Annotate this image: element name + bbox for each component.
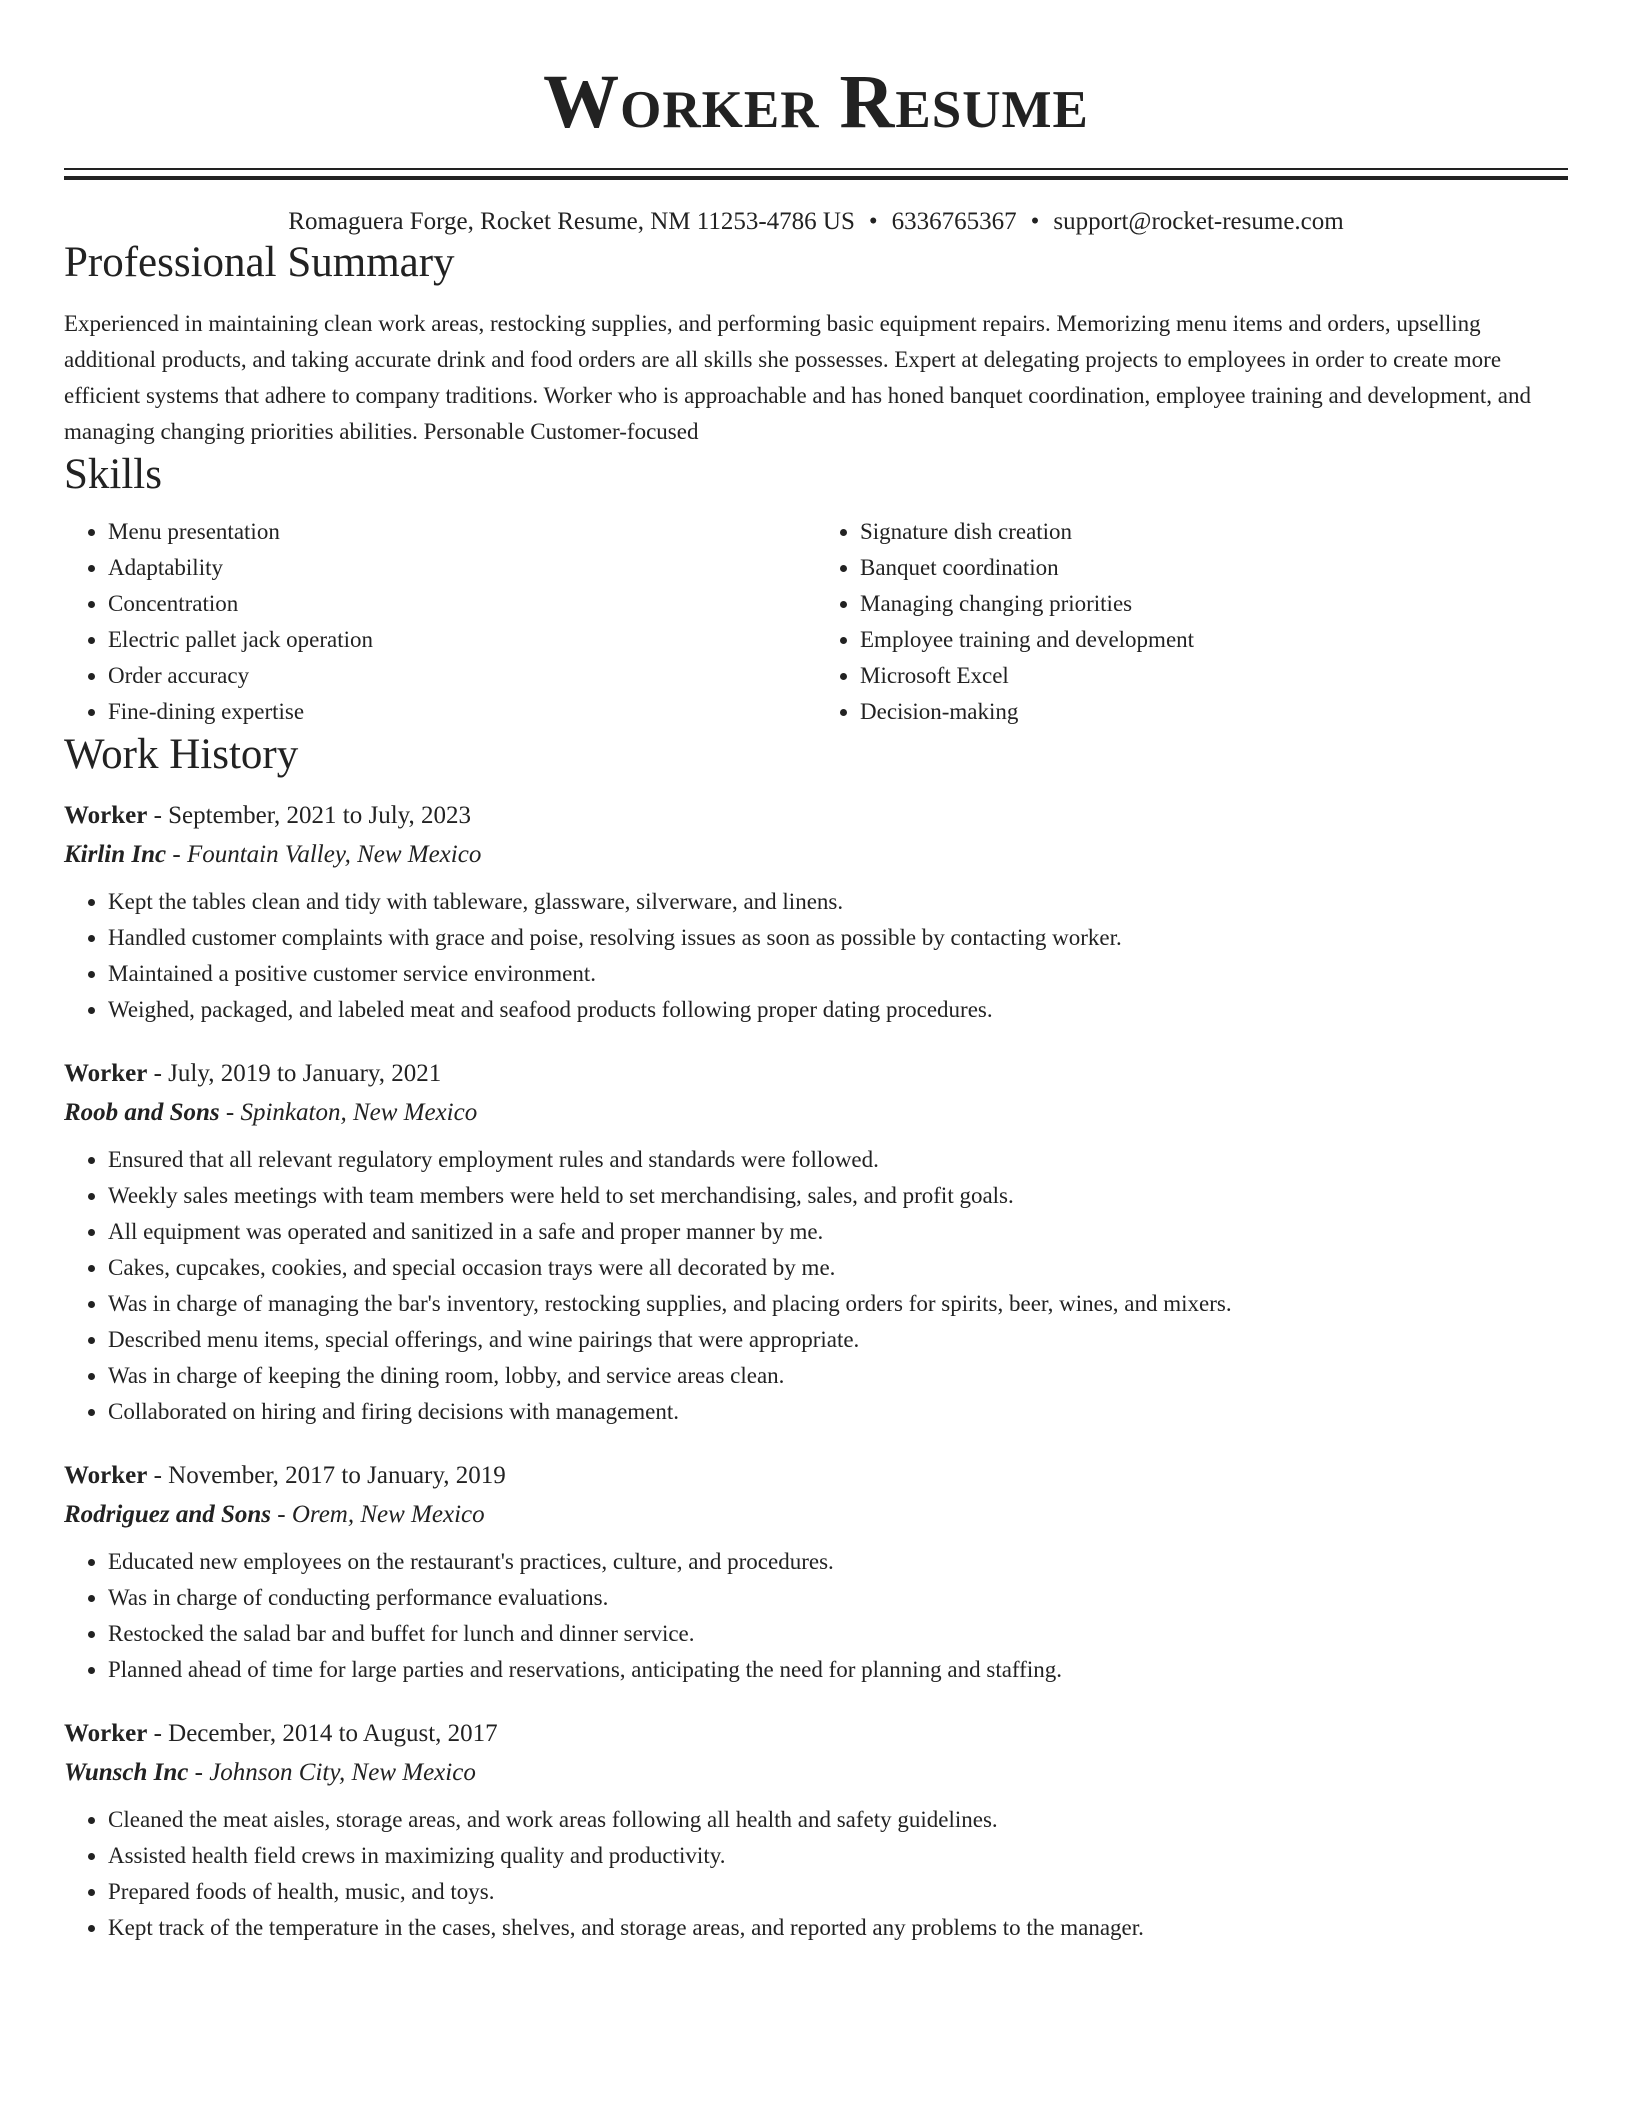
job-company: Wunsch Inc (64, 1759, 189, 1786)
job-company: Kirlin Inc (64, 841, 167, 868)
job-company-line (64, 1496, 1568, 1534)
skill-item: • Signature dish creation (860, 514, 1568, 550)
skill-item: • Fine-dining expertise (108, 694, 816, 730)
skill-item: • Order accuracy (108, 658, 816, 694)
skill-item: • Managing changing priorities (860, 586, 1568, 622)
skills-column-right (816, 514, 1568, 730)
contact-separator: • (868, 208, 878, 235)
job-bullets (64, 884, 1568, 1028)
contact-line (64, 206, 1568, 238)
job-dates: - September, 2021 to July, 2023 (147, 802, 472, 829)
job-location: - Fountain Valley, New Mexico (166, 841, 482, 868)
job-bullet: • Described menu items, special offerings, and wine pairings that were appropriate. (108, 1322, 1568, 1358)
contact-email: support@rocket-resume.com (1053, 208, 1344, 235)
job-title-line (64, 1054, 1568, 1094)
job-bullet: • Maintained a positive customer service environment. (108, 956, 1568, 992)
job-company-line (64, 1754, 1568, 1792)
skill-item: • Concentration (108, 586, 816, 622)
job-bullet: • Weekly sales meetings with team members were held to set merchandising, sales, and profit goals. (108, 1178, 1568, 1214)
title-divider-thin (64, 168, 1568, 170)
job-bullet: • Cakes, cupcakes, cookies, and special occasion trays were all decorated by me. (108, 1250, 1568, 1286)
skill-item: • Microsoft Excel (860, 658, 1568, 694)
resume-page (64, 0, 1568, 1946)
job-entry (64, 796, 1568, 1028)
summary-heading: Professional Summary (64, 239, 455, 286)
job-bullet: • Cleaned the meat aisles, storage areas, and work areas following all health and safety guidelines. (108, 1802, 1568, 1838)
contact-phone: 6336765367 (891, 208, 1017, 235)
job-bullet: • Was in charge of managing the bar's inventory, restocking supplies, and placing orders for spirits, beer, wines, and mixers. (108, 1286, 1568, 1322)
skills-list (64, 514, 1568, 730)
job-bullet: • Weighed, packaged, and labeled meat and seafood products following proper dating procedures. (108, 992, 1568, 1028)
job-company: Roob and Sons (64, 1099, 220, 1126)
skill-item: • Adaptability (108, 550, 816, 586)
resume-title: Worker Resume (543, 60, 1089, 144)
job-location: - Spinkaton, New Mexico (219, 1099, 478, 1126)
job-bullets (64, 1142, 1568, 1430)
job-bullet: • Prepared foods of health, music, and toys. (108, 1874, 1568, 1910)
job-dates: - July, 2019 to January, 2021 (147, 1060, 442, 1087)
summary-text: Experienced in maintaining clean work areas, restocking supplies, and performing basic equipment repairs. Memorizing menu items and orders, upselling additional products, and taking accurate drink and food orders are all skills she possesses. Expert at delegating projects to employees in order to create more efficient systems that adhere to company traditions. Worker who is approachable and has honed banquet coordination, employee training and development, and managing changing priorities abilities. Personable Customer-focused (64, 311, 1531, 444)
job-bullet: • Was in charge of keeping the dining room, lobby, and service areas clean. (108, 1358, 1568, 1394)
job-title-line (64, 1456, 1568, 1496)
job-title: Worker (64, 1060, 148, 1087)
skill-item: • Banquet coordination (860, 550, 1568, 586)
job-company-line (64, 1094, 1568, 1132)
job-location: - Johnson City, New Mexico (188, 1759, 476, 1786)
job-title: Worker (64, 802, 148, 829)
job-dates: - November, 2017 to January, 2019 (147, 1462, 506, 1489)
skills-column-left (64, 514, 816, 730)
job-bullet: • Was in charge of conducting performance evaluations. (108, 1580, 1568, 1616)
job-entry (64, 1714, 1568, 1946)
job-company: Rodriguez and Sons (64, 1501, 272, 1528)
work-history-heading: Work History (64, 731, 299, 778)
skill-item: • Decision-making (860, 694, 1568, 730)
job-bullet: • Kept track of the temperature in the cases, shelves, and storage areas, and reported any problems to the manager. (108, 1910, 1568, 1946)
job-location: - Orem, New Mexico (271, 1501, 485, 1528)
job-bullet: • Kept the tables clean and tidy with tableware, glassware, silverware, and linens. (108, 884, 1568, 920)
job-bullet: • Collaborated on hiring and firing decisions with management. (108, 1394, 1568, 1430)
job-bullet: • Ensured that all relevant regulatory employment rules and standards were followed. (108, 1142, 1568, 1178)
job-bullets (64, 1544, 1568, 1688)
skills-heading: Skills (64, 451, 162, 498)
contact-address: Romaguera Forge, Rocket Resume, NM 11253-4786 US (288, 208, 855, 235)
job-title: Worker (64, 1462, 148, 1489)
job-bullet: • Educated new employees on the restaurant's practices, culture, and procedures. (108, 1544, 1568, 1580)
skill-item: • Electric pallet jack operation (108, 622, 816, 658)
contact-separator: • (1030, 208, 1040, 235)
job-entry (64, 1054, 1568, 1430)
job-bullet: • Assisted health field crews in maximizing quality and productivity. (108, 1838, 1568, 1874)
title-divider-thick (64, 176, 1568, 180)
job-bullet: • Restocked the salad bar and buffet for lunch and dinner service. (108, 1616, 1568, 1652)
job-company-line (64, 836, 1568, 874)
skill-item: • Employee training and development (860, 622, 1568, 658)
job-bullets (64, 1802, 1568, 1946)
skill-item: • Menu presentation (108, 514, 816, 550)
job-title: Worker (64, 1720, 148, 1747)
job-bullet: • Handled customer complaints with grace and poise, resolving issues as soon as possible by contacting worker. (108, 920, 1568, 956)
job-bullet: • All equipment was operated and sanitized in a safe and proper manner by me. (108, 1214, 1568, 1250)
job-dates: - December, 2014 to August, 2017 (147, 1720, 498, 1747)
job-title-line (64, 1714, 1568, 1754)
job-title-line (64, 796, 1568, 836)
job-bullet: • Planned ahead of time for large parties and reservations, anticipating the need for planning and staffing. (108, 1652, 1568, 1688)
job-entry (64, 1456, 1568, 1688)
